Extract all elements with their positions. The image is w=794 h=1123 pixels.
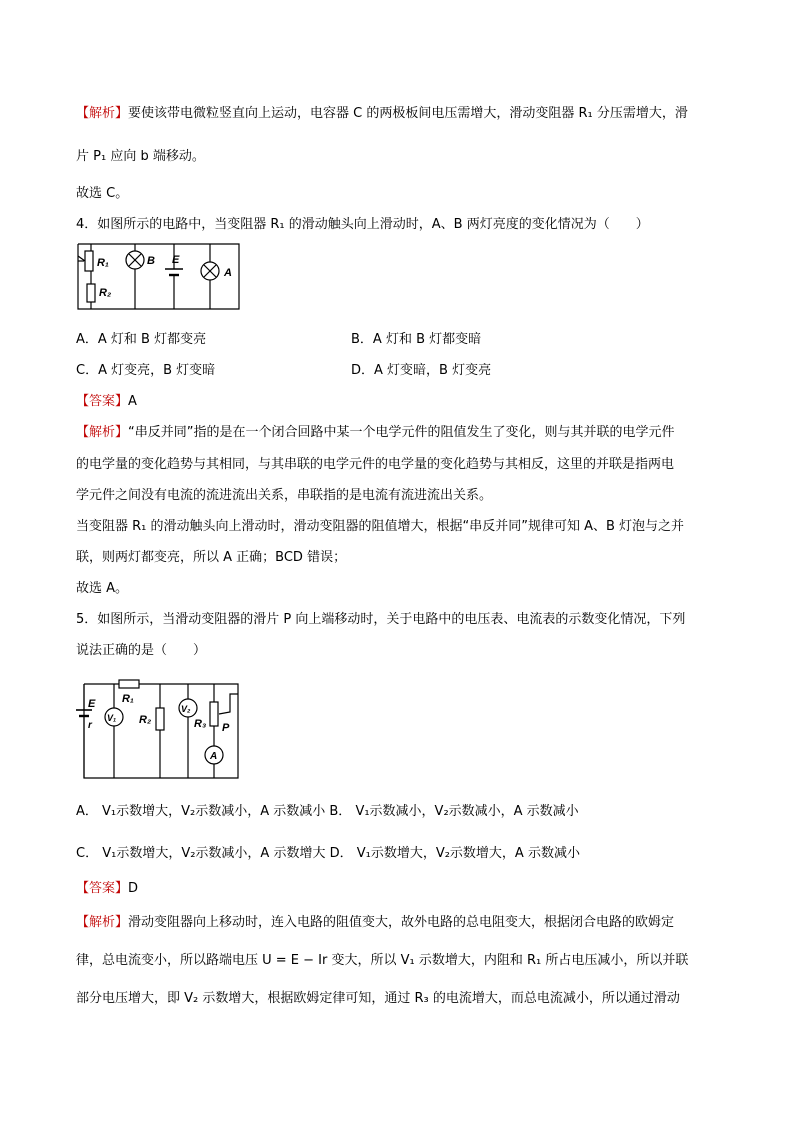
q5-label-v1: V₁ [107, 713, 117, 723]
q4-label-r2: R₂ [99, 287, 112, 299]
q5-label-r1: R₁ [122, 693, 134, 705]
q4-label-e: E [172, 254, 180, 266]
q5-label-r3: R₃ [194, 718, 207, 730]
q3-analysis-line-2: 片 P₁ 应向 b 端移动。 [76, 149, 205, 164]
answer-tag: 【答案】 [76, 881, 129, 896]
q5-options-line-1: A． V₁示数增大，V₂示数减小，A 示数减小 B． V₁示数减小，V₂示数减小，A 示数减小 [76, 804, 579, 819]
q4-option-d: D．A 灯变暗，B 灯变亮 [351, 363, 492, 378]
q4-conclusion: 故选 A。 [76, 581, 129, 596]
q4-analysis-line-5: 联，则两灯都变亮，所以 A 正确；BCD 错误； [76, 550, 347, 565]
q4-label-b: B [147, 255, 155, 267]
q4-option-c: C．A 灯变亮，B 灯变暗 [76, 363, 216, 378]
q5-circuit-diagram [74, 674, 252, 782]
answer-tag: 【答案】 [76, 394, 129, 409]
q5-label-a: A [210, 751, 218, 762]
q5-options-line-2: C． V₁示数增大，V₂示数减小，A 示数增大 D． V₁示数增大，V₂示数增大，A 示数减小 [76, 846, 580, 861]
q5-label-r2: R₂ [139, 714, 152, 726]
q5-label-e: E [88, 698, 96, 710]
q4-analysis-line-2: 的电学量的变化趋势与其相同，与其串联的电学元件的电学量的变化趋势与其相反，这里的并联是指两电 [76, 457, 675, 472]
analysis-tag: 【解析】 [76, 425, 129, 440]
q5-label-r: r [88, 720, 92, 731]
q5-analysis-line-3: 部分电压增大，即 V₂ 示数增大，根据欧姆定律可知，通过 R₃ 的电流增大，而总电流减小，所以通过滑动 [76, 991, 680, 1006]
analysis-tag: 【解析】 [76, 106, 129, 121]
q5-analysis-line-2: 律，总电流变小，所以路端电压 U = E − Ir 变大，所以 V₁ 示数增大，内阻和 R₁ 所占电压减小，所以并联 [76, 953, 689, 968]
q4-option-a: A．A 灯和 B 灯都变亮 [76, 332, 207, 347]
q5-label-v2: V₂ [181, 704, 191, 714]
q5-analysis-line-1: 【解析】滑动变阻器向上移动时，连入电路的阻值变大，故外电路的总电阻变大，根据闭合电路的欧姆定 [76, 915, 675, 930]
q4-label-a: A [224, 267, 232, 279]
q5-answer: 【答案】D [76, 881, 139, 896]
q4-label-r1: R₁ [97, 257, 109, 269]
q3-conclusion: 故选 C。 [76, 186, 129, 201]
q5-label-p: P [222, 722, 230, 734]
q4-analysis-line-1: 【解析】“串反并同”指的是在一个闭合回路中某一个电学元件的阻值发生了变化，则与其并联的电学元件 [76, 425, 675, 440]
q4-analysis-line-3: 学元件之间没有电流的流进流出关系，串联指的是电流有流进流出关系。 [76, 488, 493, 503]
q4-option-b: B．A 灯和 B 灯都变暗 [351, 332, 482, 347]
q5-stem-line-2: 说法正确的是（ ） [76, 643, 207, 658]
q5-stem-line-1: 5．如图所示，当滑动变阻器的滑片 P 向上端移动时，关于电路中的电压表、电流表的示数变化情况，下列 [76, 612, 686, 627]
q3-analysis-line-1: 【解析】要使该带电微粒竖直向上运动，电容器 C 的两极板间电压需增大，滑动变阻器 R₁ 分压需增大，滑 [76, 106, 688, 121]
q4-analysis-line-4: 当变阻器 R₁ 的滑动触头向上滑动时，滑动变阻器的阻值增大，根据“串反并同”规律可知 A、B 灯泡与之并 [76, 519, 685, 534]
q4-stem: 4．如图所示的电路中，当变阻器 R₁ 的滑动触头向上滑动时，A、B 两灯亮度的变化情况为（ ） [76, 217, 649, 232]
q4-answer: 【答案】A [76, 394, 137, 409]
q4-circuit-diagram [74, 240, 254, 312]
analysis-tag: 【解析】 [76, 915, 129, 930]
